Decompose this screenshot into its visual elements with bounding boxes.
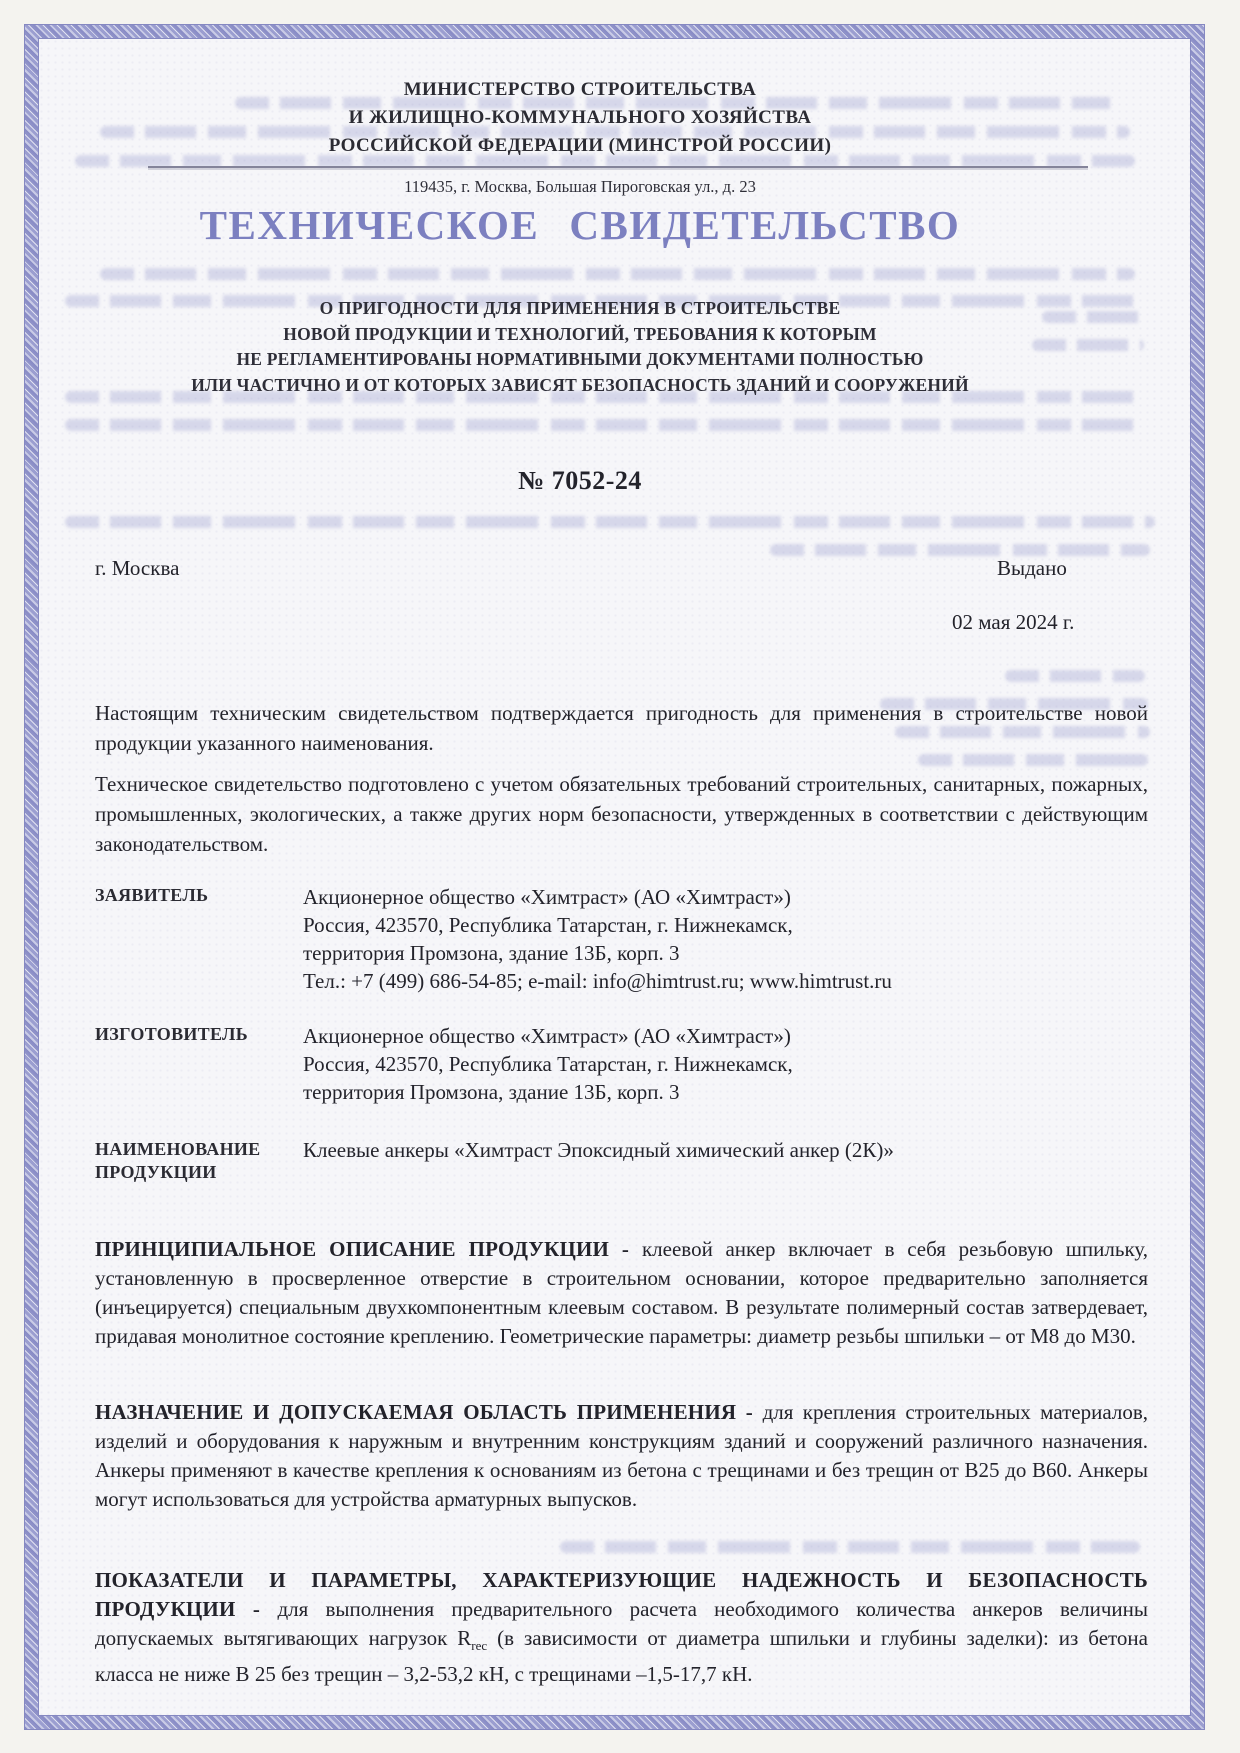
product-name-label: НАИМЕНОВАНИЕ ПРОДУКЦИИ (95, 1139, 261, 1182)
city-label: г. Москва (95, 556, 180, 580)
section-text: (в зависимости от диаметра шпильки и глубины заделки): из бетона класса не ниже В 25 без трещин – 3,2-53,2 кН, с трещинами –1,5-17,7 кН. (95, 1626, 1148, 1687)
applicant-line: Россия, 423570, Республика Татарстан, г. Нижнекамск, (303, 913, 793, 937)
r-rec-subscript: rec (471, 1638, 488, 1654)
section-product-description (95, 1235, 1148, 1351)
certificate-number: № 7052-24 (518, 466, 642, 495)
manufacturer-line: территория Промзона, здание 13Б, корп. 3 (303, 1080, 680, 1104)
certificate-title: ТЕХНИЧЕСКОЕ СВИДЕТЕЛЬСТВО (199, 202, 961, 248)
applicant-line: Тел.: +7 (499) 686-54-85; e-mail: info@himtrust.ru; www.himtrust.ru (303, 969, 892, 993)
intro-paragraph: Настоящим техническим свидетельством подтверждается пригодность для применения в строительстве новой продукции указанного наименования. (95, 701, 1148, 755)
subtitle-line: НЕ РЕГЛАМЕНТИРОВАНЫ НОРМАТИВНЫМИ ДОКУМЕНТАМИ ПОЛНОСТЬЮ (236, 349, 924, 369)
product-name-line: Клеевые анкеры «Химтраст Эпоксидный химический анкер (2К)» (303, 1138, 894, 1162)
ministry-address: 119435, г. Москва, Большая Пироговская ул., д. 23 (404, 177, 756, 196)
manufacturer-label: ИЗГОТОВИТЕЛЬ (95, 1024, 248, 1044)
applicant-line: Акционерное общество «Химтраст» (АО «Химтраст») (303, 885, 791, 909)
ministry-name-line2: И ЖИЛИЩНО-КОММУНАЛЬНОГО ХОЗЯЙСТВА (348, 107, 812, 128)
section-reliability-parameters (95, 1566, 1148, 1689)
ministry-name-line3: РОССИЙСКОЙ ФЕДЕРАЦИИ (МИНСТРОЙ РОССИИ) (328, 135, 832, 156)
header-divider (148, 166, 1088, 168)
issued-label: Выдано (997, 556, 1067, 580)
ministry-header (60, 76, 1100, 160)
section-application-scope (95, 1398, 1148, 1514)
issued-date: 02 мая 2024 г. (952, 610, 1075, 634)
applicant-label: ЗАЯВИТЕЛЬ (95, 885, 209, 905)
subtitle-line: НОВОЙ ПРОДУКЦИИ И ТЕХНОЛОГИЙ, ТРЕБОВАНИЯ К КОТОРЫМ (283, 323, 877, 344)
certificate-subtitle (60, 296, 1100, 398)
applicant-value (303, 883, 1151, 995)
section-text: для выполнения предварительного расчета необходимого количества анкеров величины допускаемых вытягивающих нагрузок R (95, 1597, 1148, 1650)
section-heading: ПОКАЗАТЕЛИ И ПАРАМЕТРЫ, ХАРАКТЕРИЗУЮЩИЕ НАДЕЖНОСТЬ И БЕЗОПАСНОСТЬ ПРОДУКЦИИ - (95, 1568, 1148, 1621)
manufacturer-line: Россия, 423570, Республика Татарстан, г. Нижнекамск, (303, 1052, 793, 1076)
section-heading: НАЗНАЧЕНИЕ И ДОПУСКАЕМАЯ ОБЛАСТЬ ПРИМЕНЕНИЯ - (95, 1400, 763, 1424)
section-text: для крепления строительных материалов, изделий и оборудования к наружным и внутренним конструкциям зданий и сооружений различного назначения. Анкеры применяют в качестве крепления к основаниям из бетона с трещинами и без трещин от В25 до В60. Анкеры могут использоваться для устройства арматурных выпусков. (95, 1400, 1148, 1511)
manufacturer-line: Акционерное общество «Химтраст» (АО «Химтраст») (303, 1024, 791, 1048)
ministry-name-line1: МИНИСТЕРСТВО СТРОИТЕЛЬСТВА (403, 79, 757, 100)
manufacturer-value (303, 1022, 1151, 1106)
section-text: клеевой анкер включает в себя резьбовую шпильку, установленную в просверленное отверстие в строительном основании, которое предварительно заполняется (инъецируется) специальным двухкомпонентным клеевым составом. В результате полимерный состав затвердевает, придавая монолитное состояние креплению. Геометрические параметры: диаметр резьбы шпильки – от М8 до М30. (95, 1237, 1149, 1348)
prepared-paragraph: Техническое свидетельство подготовлено с учетом обязательных требований строительных, санитарных, пожарных, промышленных, экологических, а также других норм безопасности, утвержденных в соответствии с действующим законодательством. (95, 772, 1148, 856)
product-name-value (303, 1136, 1151, 1164)
section-heading: ПРИНЦИПИАЛЬНОЕ ОПИСАНИЕ ПРОДУКЦИИ - (95, 1237, 642, 1261)
subtitle-line: О ПРИГОДНОСТИ ДЛЯ ПРИМЕНЕНИЯ В СТРОИТЕЛЬСТВЕ (319, 298, 841, 318)
subtitle-line: ИЛИ ЧАСТИЧНО И ОТ КОТОРЫХ ЗАВИСЯТ БЕЗОПАСНОСТЬ ЗДАНИЙ И СООРУЖЕНИЙ (191, 374, 969, 395)
applicant-line: территория Промзона, здание 13Б, корп. 3 (303, 941, 680, 965)
